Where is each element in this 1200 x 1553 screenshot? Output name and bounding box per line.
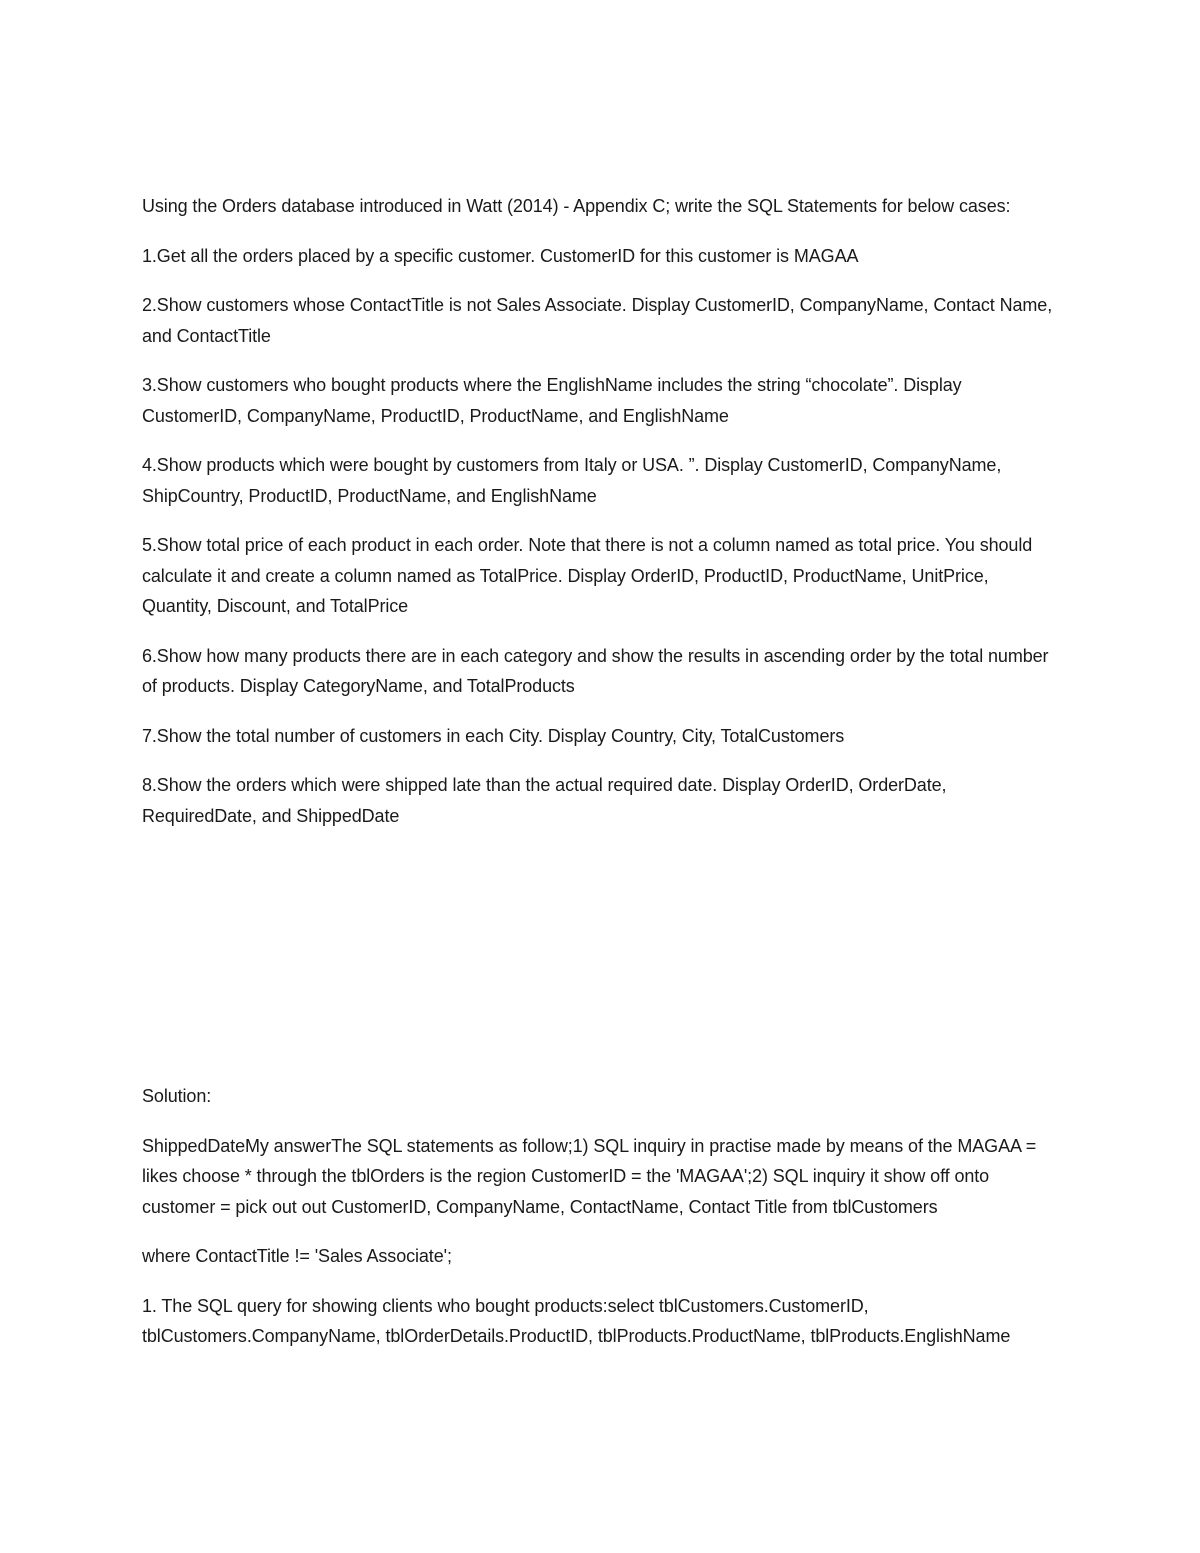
- question-3: 3.Show customers who bought products where the EnglishName includes the string “chocolate”. Display CustomerID, CompanyName, ProductID, ProductName, and EnglishName: [142, 375, 962, 426]
- question-8: 8.Show the orders which were shipped late than the actual required date. Display OrderID, OrderDate, RequiredDate, and ShippedDate: [142, 775, 947, 826]
- question-5: 5.Show total price of each product in each order. Note that there is not a column named as total price. You should calculate it and create a column named as TotalPrice. Display OrderID, ProductID, ProductName, UnitPrice, Quantity, Discount, and TotalPrice: [142, 535, 1033, 616]
- question-2: 2.Show customers whose ContactTitle is not Sales Associate. Display CustomerID, CompanyName, Contact Name, and ContactTitle: [142, 295, 1053, 346]
- question-6: 6.Show how many products there are in each category and show the results in ascending order by the total number of products. Display CategoryName, and TotalProducts: [142, 645, 1049, 696]
- question-section: [142, 191, 1062, 850]
- question-7: 7.Show the total number of customers in each City. Display Country, City, TotalCustomers: [142, 725, 845, 746]
- solution-paragraph: 1. The SQL query for showing clients who bought products:select tblCustomers.CustomerID, tblCustomers.CompanyName, tblOrderDetails.ProductID, tblProducts.ProductName, tblProducts.EnglishName: [142, 1295, 1011, 1346]
- question-4: 4.Show products which were bought by customers from Italy or USA. ”. Display CustomerID, CompanyName, ShipCountry, ProductID, ProductName, and EnglishName: [142, 455, 1002, 506]
- solution-section: [142, 1081, 1062, 1371]
- question-1: 1.Get all the orders placed by a specific customer. CustomerID for this customer is MAGAA: [142, 245, 859, 266]
- solution-paragraph: where ContactTitle != 'Sales Associate';: [142, 1246, 452, 1266]
- solution-paragraph: ShippedDateMy answerThe SQL statements as follow;1) SQL inquiry in practise made by means of the MAGAA = likes choose * through the tblOrders is the region CustomerID = the 'MAGAA';2) SQL inquiry it show off onto customer = pick out out CustomerID, CompanyName, ContactName, Contact Title from tblCustomers: [142, 1135, 1037, 1217]
- intro-text: Using the Orders database introduced in Watt (2014) - Appendix C; write the SQL Statements for below cases:: [142, 196, 1011, 216]
- solution-title: Solution:: [142, 1086, 212, 1106]
